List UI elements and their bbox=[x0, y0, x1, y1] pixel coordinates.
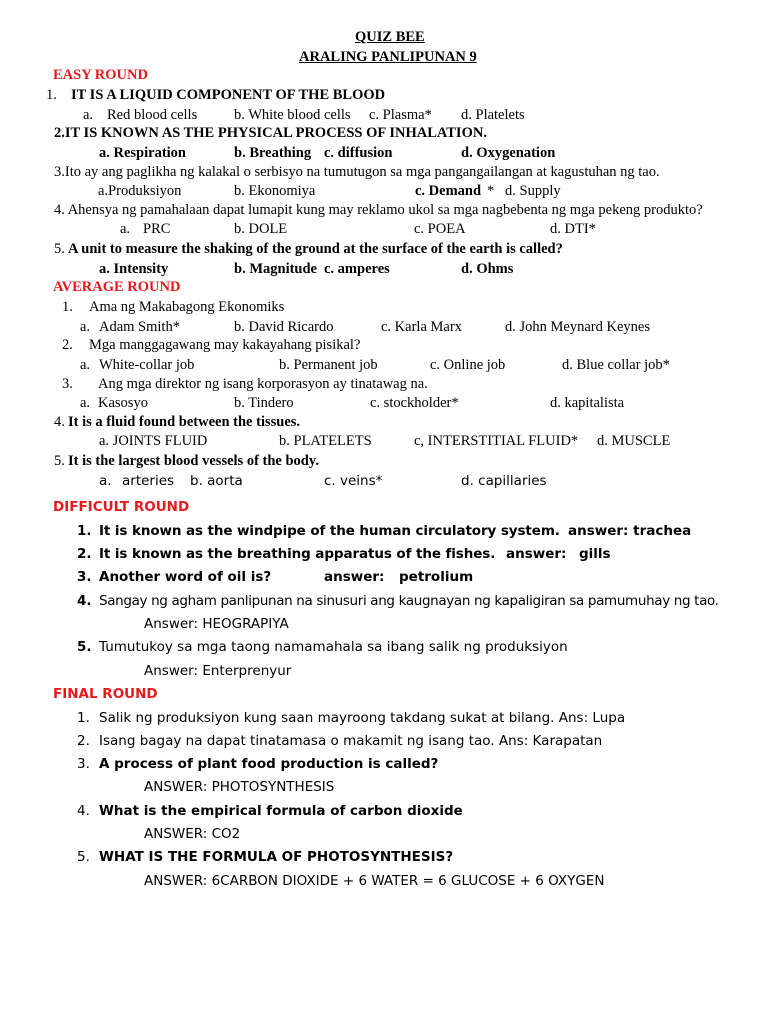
difficult-round-heading: DIFFICULT ROUND bbox=[53, 499, 190, 515]
difficult-q1-number: 1. bbox=[77, 523, 92, 539]
difficult-q3-answer-label: answer: bbox=[324, 569, 385, 585]
easy-q1-option-a: Red blood cells bbox=[107, 107, 198, 123]
average-q3-question: Ang mga direktor ng isang korporasyon ay tinatawag na. bbox=[98, 376, 428, 392]
average-q4-option-a: a. JOINTS FLUID bbox=[99, 433, 208, 449]
easy-q4-option-d: d. DTI* bbox=[550, 221, 596, 237]
average-q4-option-c: c, INTERSTITIAL FLUID* bbox=[414, 433, 579, 449]
difficult-q2-answer: gills bbox=[579, 546, 611, 562]
difficult-q2-number: 2. bbox=[77, 546, 92, 562]
final-q4-answer: ANSWER: CO2 bbox=[144, 826, 241, 842]
easy-q4-option-b: b. DOLE bbox=[234, 221, 288, 237]
average-q2-option-d: d. Blue collar job* bbox=[562, 357, 670, 373]
difficult-q1-question: It is known as the windpipe of the human circulatory system. bbox=[99, 523, 560, 539]
average-q3-option-letter: a. bbox=[80, 395, 91, 411]
final-q3-number: 3. bbox=[77, 756, 90, 772]
average-q1-option-letter: a. bbox=[80, 319, 91, 335]
average-q1-option-b: b. David Ricardo bbox=[234, 319, 334, 335]
difficult-q3-answer: petrolium bbox=[399, 569, 474, 585]
final-q5-number: 5. bbox=[77, 849, 90, 865]
final-q5-question: WHAT IS THE FORMULA OF PHOTOSYNTHESIS? bbox=[99, 849, 454, 865]
difficult-q5-question: Tumutukoy sa mga taong namamahala sa ibang salik ng produksiyon bbox=[99, 639, 568, 655]
average-q2-number: 2. bbox=[62, 337, 73, 353]
average-q2-option-b: b. Permanent job bbox=[279, 357, 378, 373]
document-title: QUIZ BEE bbox=[355, 29, 425, 45]
average-q1-option-a: Adam Smith* bbox=[99, 319, 180, 335]
easy-q1-number: 1. bbox=[46, 87, 57, 103]
difficult-q4-answer: Answer: HEOGRAPIYA bbox=[144, 616, 289, 632]
final-round-heading: FINAL ROUND bbox=[53, 686, 158, 702]
easy-q2-option-d: d. Oxygenation bbox=[461, 145, 556, 161]
average-q1-question: Ama ng Makabagong Ekonomiks bbox=[89, 299, 285, 315]
difficult-q2-answer-label: answer: bbox=[506, 546, 567, 562]
easy-q4-option-letter: a. bbox=[120, 221, 131, 237]
final-q2-number: 2. bbox=[77, 733, 90, 749]
easy-q1-option-b: b. White blood cells bbox=[234, 107, 351, 123]
average-q3-number: 3. bbox=[62, 376, 73, 392]
average-q4-question: It is a fluid found between the tissues. bbox=[68, 414, 301, 430]
average-q2-question: Mga manggagawang may kakayahang pisikal? bbox=[89, 337, 361, 353]
easy-q1-option-c: c. Plasma* bbox=[369, 107, 432, 123]
final-q1-question: Salik ng produksiyon kung saan mayroong takdang sukat at bilang. Ans: Lupa bbox=[99, 710, 626, 726]
average-q5-question: It is the largest blood vessels of the body. bbox=[68, 453, 319, 469]
easy-q1-option-letter: a. bbox=[83, 107, 94, 123]
difficult-q1-answer: answer: trachea bbox=[568, 523, 692, 539]
difficult-q2-question: It is known as the breathing apparatus of the fishes. bbox=[99, 546, 496, 562]
average-q5-option-b: b. aorta bbox=[190, 473, 243, 489]
average-q5-option-c: c. veins* bbox=[324, 473, 383, 489]
easy-q4-option-a: PRC bbox=[143, 221, 171, 237]
easy-q3-option-b: b. Ekonomiya bbox=[234, 183, 316, 199]
average-q2-option-a: White-collar job bbox=[99, 357, 195, 373]
average-q3-option-c: c. stockholder* bbox=[370, 395, 459, 411]
easy-q3-option-c: c. Demand bbox=[415, 183, 482, 199]
average-q2-option-c: c. Online job bbox=[430, 357, 506, 373]
difficult-q3-number: 3. bbox=[77, 569, 92, 585]
final-q3-question: A process of plant food production is called? bbox=[99, 756, 439, 772]
average-q3-option-d: d. kapitalista bbox=[550, 395, 625, 411]
document-subtitle: ARALING PANLIPUNAN 9 bbox=[299, 49, 477, 65]
average-q1-option-d: d. John Meynard Keynes bbox=[505, 319, 650, 335]
easy-q2-question: 2.IT IS KNOWN AS THE PHYSICAL PROCESS OF INHALATION. bbox=[54, 125, 487, 141]
easy-q2-option-c: c. diffusion bbox=[324, 145, 393, 161]
final-q1-number: 1. bbox=[77, 710, 90, 726]
easy-q3-option-d: d. Supply bbox=[505, 183, 561, 199]
average-q4-option-d: d. MUSCLE bbox=[597, 433, 671, 449]
final-q2-question: Isang bagay na dapat tinatamasa o makamit ng isang tao. Ans: Karapatan bbox=[99, 733, 603, 749]
easy-q4-question: 4. Ahensya ng pamahalaan dapat lumapit kung may reklamo ukol sa mga nagbebenta ng mga pekeng produkto? bbox=[54, 202, 703, 218]
average-q5-number: 5. bbox=[54, 453, 65, 469]
average-q3-option-b: b. Tindero bbox=[234, 395, 294, 411]
easy-round-heading: EASY ROUND bbox=[53, 67, 148, 83]
easy-q4-option-c: c. POEA bbox=[414, 221, 466, 237]
final-q4-question: What is the empirical formula of carbon dioxide bbox=[99, 803, 463, 819]
easy-q5-number: 5. bbox=[54, 241, 65, 257]
final-q5-answer: ANSWER: 6CARBON DIOXIDE + 6 WATER = 6 GLUCOSE + 6 OXYGEN bbox=[144, 873, 605, 889]
average-q5-option-letter: a. bbox=[99, 473, 112, 489]
easy-q2-option-b: b. Breathing bbox=[234, 145, 312, 161]
easy-q1-question: IT IS A LIQUID COMPONENT OF THE BLOOD bbox=[71, 87, 386, 103]
average-q1-option-c: c. Karla Marx bbox=[381, 319, 462, 335]
average-q2-option-letter: a. bbox=[80, 357, 91, 373]
difficult-q5-answer: Answer: Enterprenyur bbox=[144, 663, 292, 679]
easy-q5-option-a: a. Intensity bbox=[99, 261, 169, 277]
average-q4-number: 4. bbox=[54, 414, 65, 430]
average-q3-option-a: Kasosyo bbox=[98, 395, 148, 411]
difficult-q5-number: 5. bbox=[77, 639, 92, 655]
easy-q5-question: A unit to measure the shaking of the ground at the surface of the earth is called? bbox=[68, 241, 563, 257]
easy-q5-option-c: c. amperes bbox=[324, 261, 390, 277]
easy-q3-question: 3.Ito ay ang paglikha ng kalakal o serbisyo na tumutugon sa mga pangangailangan at kagustuhan ng tao. bbox=[54, 164, 660, 180]
easy-q1-option-d: d. Platelets bbox=[461, 107, 525, 123]
average-q1-number: 1. bbox=[62, 299, 73, 315]
final-q4-number: 4. bbox=[77, 803, 90, 819]
difficult-q4-question: Sangay ng agham panlipunan na sinusuri ang kaugnayan ng kapaligiran sa pamumuhay ng tao. bbox=[99, 593, 719, 609]
final-q3-answer: ANSWER: PHOTOSYNTHESIS bbox=[144, 779, 335, 795]
easy-q3-option-a: a.Produksiyon bbox=[98, 183, 182, 199]
easy-q5-option-b: b. Magnitude bbox=[234, 261, 317, 277]
difficult-q4-number: 4. bbox=[77, 593, 92, 609]
average-round-heading: AVERAGE ROUND bbox=[53, 279, 181, 295]
average-q5-option-a: arteries bbox=[122, 473, 175, 489]
difficult-q3-question: Another word of oil is? bbox=[99, 569, 272, 585]
easy-q5-option-d: d. Ohms bbox=[461, 261, 514, 277]
easy-q2-option-a: a. Respiration bbox=[99, 145, 186, 161]
easy-q3-answer-mark: * bbox=[487, 183, 495, 199]
average-q5-option-d: d. capillaries bbox=[461, 473, 547, 489]
average-q4-option-b: b. PLATELETS bbox=[279, 433, 372, 449]
